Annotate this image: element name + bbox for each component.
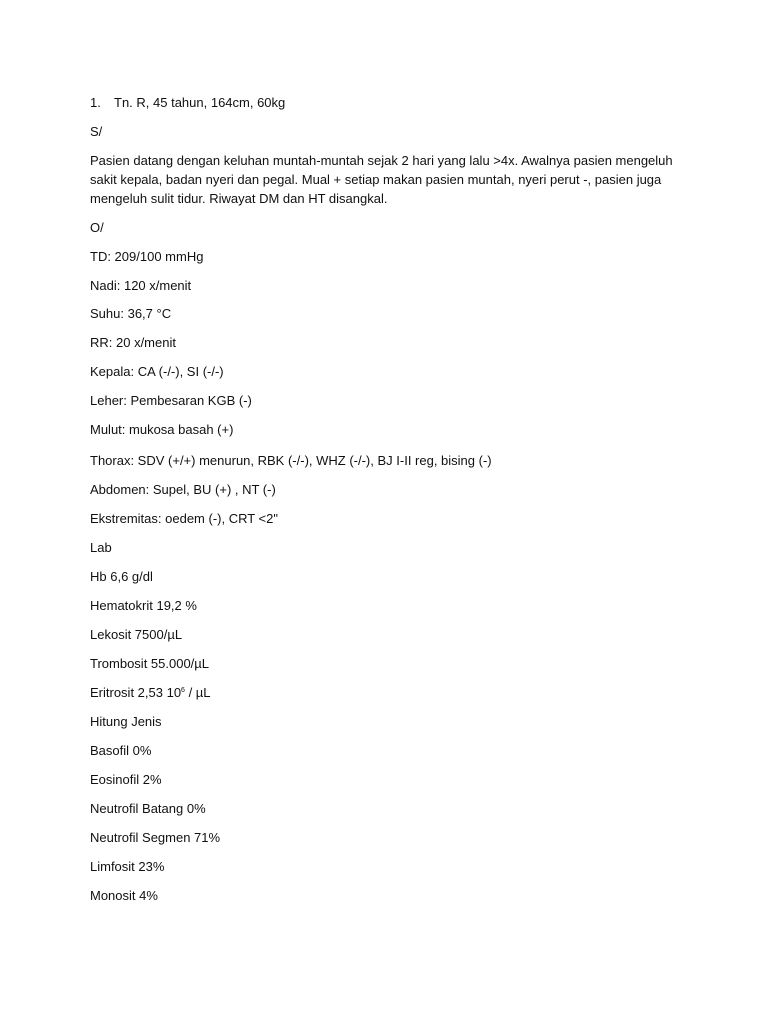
vital-suhu: Suhu: 36,7 °C: [90, 306, 172, 321]
patient-heading: [90, 93, 285, 112]
exam-ekstremitas: Ekstremitas: oedem (-), CRT <2": [90, 511, 278, 526]
diff-neutrofil-segmen: Neutrofil Segmen 71%: [90, 830, 221, 845]
objective-label: O/: [90, 220, 104, 235]
lab-lekosit: Lekosit 7500/µL: [90, 627, 183, 642]
exam-abdomen: Abdomen: Supel, BU (+) , NT (-): [90, 482, 276, 497]
list-number: 1.: [90, 95, 101, 110]
diff-monosit: Monosit 4%: [90, 888, 158, 903]
exam-kepala: Kepala: CA (-/-), SI (-/-): [90, 364, 224, 379]
vital-rr: RR: 20 x/menit: [90, 335, 176, 350]
lab-hb: Hb 6,6 g/dl: [90, 569, 153, 584]
patient-info: Tn. R, 45 tahun, 164cm, 60kg: [114, 95, 286, 110]
subjective-label: S/: [90, 124, 103, 139]
vital-td: TD: 209/100 mmHg: [90, 249, 204, 264]
exam-mulut: Mulut: mukosa basah (+): [90, 422, 234, 437]
subjective-paragraph: [90, 151, 673, 208]
subjective-line: mengeluh sulit tidur. Riwayat DM dan HT disangkal.: [90, 191, 388, 206]
diff-neutrofil-batang: Neutrofil Batang 0%: [90, 801, 206, 816]
eritrosit-value: Eritrosit 2,53 10: [90, 685, 182, 700]
subjective-line: Pasien datang dengan keluhan muntah-muntah sejak 2 hari yang lalu >4x. Awalnya pasien mengeluh: [90, 153, 673, 168]
eritrosit-exponent: 6: [181, 687, 185, 694]
diff-limfosit: Limfosit 23%: [90, 859, 165, 874]
eritrosit-unit: / µL: [184, 685, 211, 700]
diff-basofil: Basofil 0%: [90, 743, 152, 758]
subjective-line: sakit kepala, badan nyeri dan pegal. Mual + setiap makan pasien muntah, nyeri perut -, pasien juga: [90, 172, 662, 187]
exam-thorax: Thorax: SDV (+/+) menurun, RBK (-/-), WHZ (-/-), BJ I-II reg, bising (-): [90, 453, 492, 468]
lab-eritrosit: [90, 683, 211, 702]
vital-nadi: Nadi: 120 x/menit: [90, 278, 192, 293]
diff-eosinofil: Eosinofil 2%: [90, 772, 162, 787]
exam-leher: Leher: Pembesaran KGB (-): [90, 393, 252, 408]
lab-label: Lab: [90, 540, 112, 555]
diff-label: Hitung Jenis: [90, 714, 162, 729]
lab-hematokrit: Hematokrit 19,2 %: [90, 598, 197, 613]
lab-trombosit: Trombosit 55.000/µL: [90, 656, 210, 671]
